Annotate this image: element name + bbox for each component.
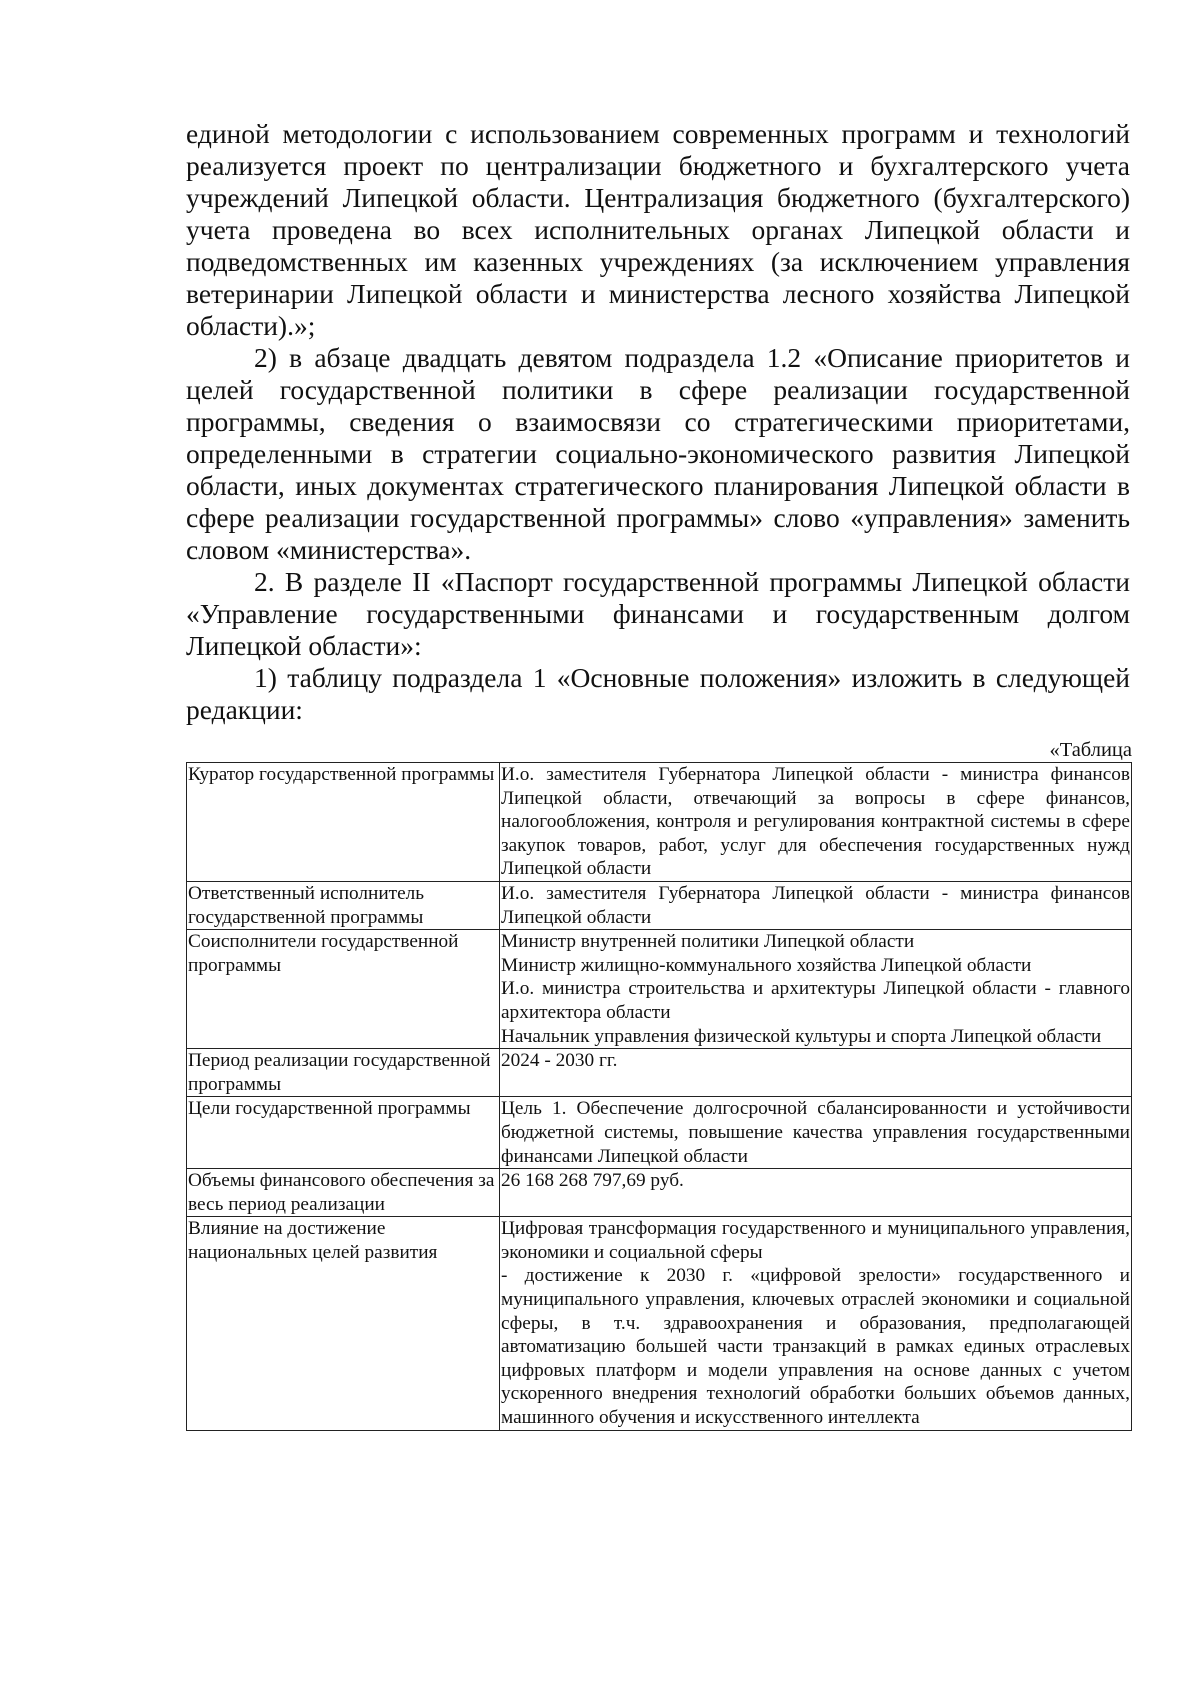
row-value-line: И.о. заместителя Губернатора Липецкой области - министра финансов Липецкой области, отвечающий за вопросы в сфере финансов, налогообложения, контроля и регулирования контрактной системы в сфере закупок товаров, работ, услуг для обеспечения государственных нужд Липецкой области xyxy=(501,764,1130,880)
row-value-line: Министр внутренней политики Липецкой области xyxy=(501,931,915,953)
row-value-line: 2024 - 2030 гг. xyxy=(501,1050,618,1072)
row-value xyxy=(500,1097,1132,1169)
row-value-line: Цель 1. Обеспечение долгосрочной сбалансированности и устойчивости бюджетной системы, повышение качества управления государственными финансами Липецкой области xyxy=(501,1098,1130,1167)
row-label: Куратор государственной программы xyxy=(187,763,500,882)
table-row xyxy=(187,930,1132,1049)
paragraph-2: 2) в абзаце двадцать девятом подраздела 1.2 «Описание приоритетов и целей государственной политики в сфере реализации государственной программы, сведения о взаимосвязи со стратегическими приоритетами, определенными в стратегии социально-экономического развития Липецкой области, иных документах стратегического планирования Липецкой области в сфере реализации государственной программы» слово «управления» заменить словом «министерства». xyxy=(186,342,1130,565)
row-value xyxy=(500,930,1132,1049)
table-caption: «Таблица xyxy=(1049,739,1132,761)
row-value-line: И.о. заместителя Губернатора Липецкой области - министра финансов Липецкой области xyxy=(501,882,1130,928)
row-value-line: Министр жилищно-коммунального хозяйства Липецкой области xyxy=(501,954,1032,976)
body-text xyxy=(186,118,1130,726)
paragraph-4: 1) таблицу подраздела 1 «Основные положения» изложить в следующей редакции: xyxy=(186,662,1130,725)
paragraph-3: 2. В разделе II «Паспорт государственной программы Липецкой области «Управление государственными финансами и государственным долгом Липецкой области»: xyxy=(186,566,1130,661)
table-row xyxy=(187,1097,1132,1169)
row-value-line: 26 168 268 797,69 руб. xyxy=(501,1170,684,1192)
row-value-line: Начальник управления физической культуры и спорта Липецкой области xyxy=(501,1025,1102,1047)
row-label: Период реализации государственной программы xyxy=(187,1049,500,1097)
row-value xyxy=(500,1169,1132,1217)
row-label: Соисполнители государственной программы xyxy=(187,930,500,1049)
table-row xyxy=(187,1217,1132,1430)
row-value xyxy=(500,881,1132,929)
row-value-line: И.о. министра строительства и архитектуры Липецкой области - главного архитектора области xyxy=(501,978,1130,1023)
row-label: Влияние на достижение национальных целей развития xyxy=(187,1217,500,1430)
row-value-line: Цифровая трансформация государственного и муниципального управления, экономики и социальной сферы xyxy=(501,1218,1130,1263)
table-row xyxy=(187,763,1132,882)
row-label: Объемы финансового обеспечения за весь период реализации xyxy=(187,1169,500,1217)
row-value-line: - достижение к 2030 г. «цифровой зрелости» государственного и муниципального управления, ключевых отраслей экономики и социальной сферы, в т.ч. здравоохранения и образования, предполагающей автоматизацию большей части транзакций в рамках единых отраслевых цифровых платформ и модели управления на основе данных с учетом ускоренного внедрения технологий обработки больших объемов данных, машинного обучения и искусственного интеллекта xyxy=(501,1265,1130,1429)
row-value xyxy=(500,1217,1132,1430)
table-row xyxy=(187,1169,1132,1217)
table-row xyxy=(187,1049,1132,1097)
row-value xyxy=(500,1049,1132,1097)
passport-table xyxy=(186,762,1132,1431)
paragraph-1: единой методологии с использованием современных программ и технологий реализуется проект по централизации бюджетного и бухгалтерского учета учреждений Липецкой области. Централизация бюджетного (бухгалтерского) учета проведена во всех исполнительных органах Липецкой области и подведомственных им казенных учреждениях (за исключением управления ветеринарии Липецкой области и министерства лесного хозяйства Липецкой области).»; xyxy=(186,118,1130,341)
row-label: Цели государственной программы xyxy=(187,1097,500,1169)
row-label: Ответственный исполнитель государственной программы xyxy=(187,881,500,929)
row-value xyxy=(500,763,1132,882)
table-row xyxy=(187,881,1132,929)
